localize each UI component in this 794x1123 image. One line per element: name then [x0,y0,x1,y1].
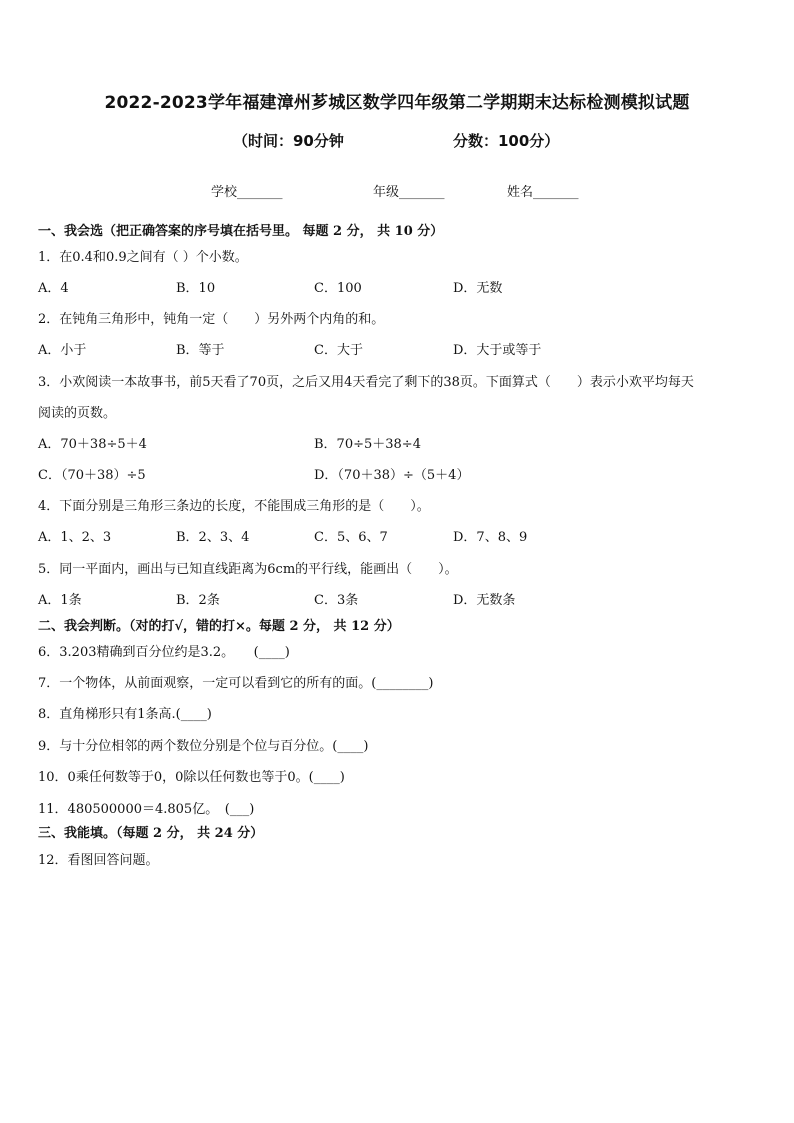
q2-option-d: D．大于或等于 [453,343,542,358]
question-5: 5．同一平面内，画出与已知直线距离为6cm的平行线，能画出（ ）。 [38,562,458,577]
question-2: 2．在钝角三角形中，钝角一定（ ）另外两个内角的和。 [38,312,385,327]
q5-option-b: B．2条 [176,593,220,608]
q3-option-c: C．（70＋38）÷5 [38,468,146,483]
q4-option-c: C．5、6、7 [314,530,388,545]
q2-option-a: A．小于 [38,343,87,358]
q5-option-c: C．3条 [314,593,359,608]
score-info: 分数：100分） [453,132,560,150]
q5-option-d: D．无数条 [453,593,516,608]
q2-option-b: B．等于 [176,343,225,358]
grade-field: 年级_______ [373,185,445,200]
q3-option-a: A．70＋38÷5＋4 [38,437,147,452]
question-7: 7．一个物体，从前面观察，一定可以看到它的所有的面。(________) [38,676,434,691]
q4-option-b: B．2、3、4 [176,530,250,545]
question-4: 4．下面分别是三角形三条边的长度，不能围成三角形的是（ ）。 [38,499,430,514]
question-3-line-1: 3．小欢阅读一本故事书，前5天看了70页，之后又用4天看完了剩下的38页。下面算式（ ）表示小欢平均每天 [38,375,694,390]
exam-subtitle [0,130,794,152]
exam-title: 2022-2023学年福建漳州芗城区数学四年级第二学期期末达标检测模拟试题 [104,93,690,113]
question-12: 12．看图回答问题。 [38,853,159,868]
school-field: 学校_______ [211,185,283,200]
q1-option-d: D．无数 [453,281,503,296]
q1-option-b: B．10 [176,281,216,296]
question-10: 10．0乘任何数等于0，0除以任何数也等于0。(____) [38,770,345,785]
name-field: 姓名_______ [507,185,579,200]
question-9: 9．与十分位相邻的两个数位分别是个位与百分位。(____) [38,739,369,754]
q2-option-c: C．大于 [314,343,363,358]
q1-option-a: A．4 [38,281,69,296]
time-info: （时间：90分钟 [233,132,344,150]
question-11: 11．480500000＝4.805亿。 (___) [38,802,255,817]
section-2-heading: 二、我会判断。（对的打√，错的打×。每题 2 分， 共 12 分） [38,619,400,634]
question-8: 8．直角梯形只有1条高.(____) [38,707,212,722]
q4-option-a: A．1、2、3 [38,530,112,545]
section-3-heading: 三、我能填。（每题 2 分， 共 24 分） [38,826,264,841]
q3-option-b: B．70÷5＋38÷4 [314,437,421,452]
q1-option-c: C．100 [314,281,362,296]
q4-option-d: D．7、8、9 [453,530,528,545]
question-3-line-2: 阅读的页数。 [38,406,117,421]
question-1: 1．在0.4和0.9之间有（ ）个小数。 [38,250,248,265]
q3-option-d: D．（70＋38）÷（5＋4） [314,468,470,483]
question-6: 6．3.203精确到百分位约是3.2。 (____) [38,645,290,660]
q5-option-a: A．1条 [38,593,82,608]
student-info [0,181,794,201]
section-1-heading: 一、我会选（把正确答案的序号填在括号里。 每题 2 分， 共 10 分） [38,224,444,239]
